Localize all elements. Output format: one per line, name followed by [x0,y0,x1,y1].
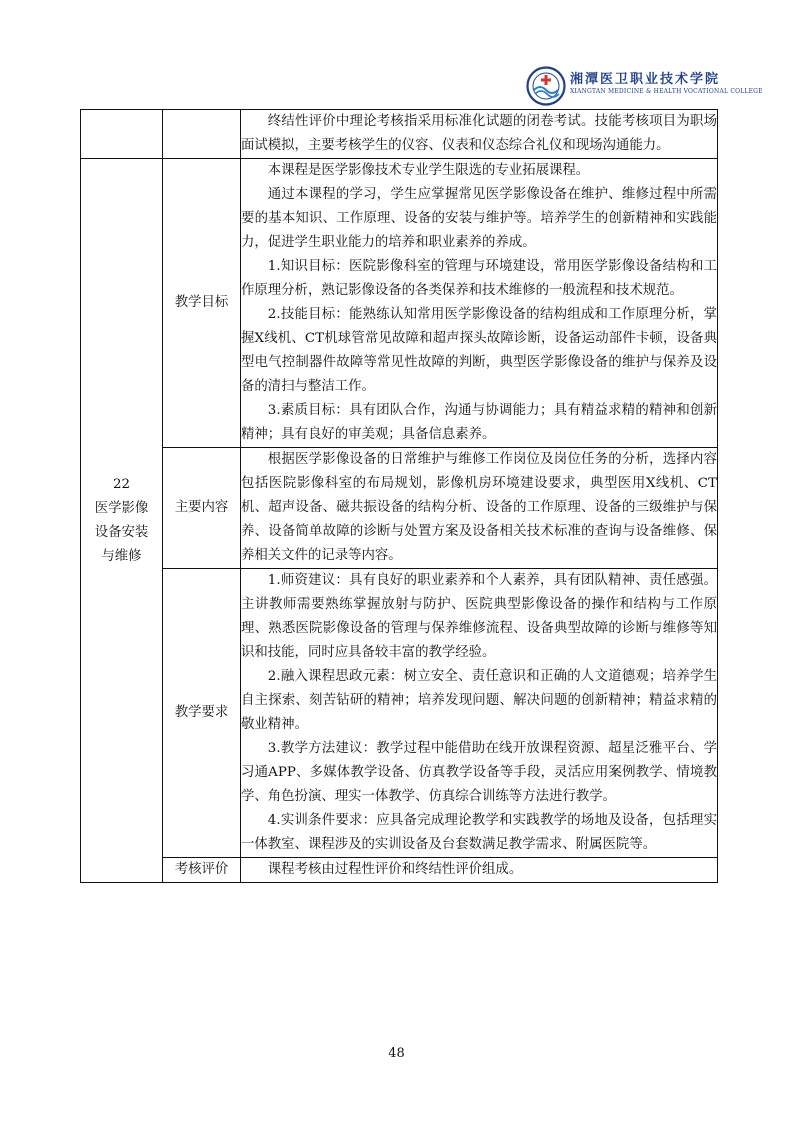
college-name-cn: 湘潭医卫职业技术学院 [570,72,721,87]
section-content-objectives [241,159,718,448]
course-number: 22 [112,476,131,492]
objectives-paragraph: 3.素质目标：具有团队合作，沟通与协调能力；具有精益求精的精神和创新精神；具有良好的审美观；具备信息素养。 [241,403,717,442]
college-emblem-icon [526,66,566,106]
requirements-paragraph: 4.实训条件要求：应具备完成理论教学和实践教学的场地及设备，包括理实一体教室、课程涉及的实训设备及台套数满足教学需求、附属医院等。 [241,813,717,852]
course-name-line: 与维修 [101,548,142,564]
section-content-assessment [241,858,718,883]
continuation-text: 终结性评价中理论考核指采用标准化试题的闭卷考试。技能考核项目为职场面试模拟，主要考核学生的仪容、仪表和仪态综合礼仪和现场沟通能力。 [241,114,717,153]
empty-label-cell [163,110,241,159]
section-content-requirements [241,569,718,858]
section-row-assessment [81,858,718,883]
requirements-paragraph: 1.师资建议：具有良好的职业素养和个人素养，具有团队精神、责任感强。主讲教师需要熟练掌握放射与防护、医院典型影像设备的操作和结构与工作原理、熟悉医院影像设备的管理与保养维修流程、设备典型故障的诊断与维修等知识和技能，同时应具备较丰富的教学经验。 [241,573,717,660]
content-paragraph: 根据医学影像设备的日常维护与维修工作岗位及岗位任务的分析，选择内容包括医院影像科室的布局规划，影像机房环境建设要求，典型医用X线机、CT机、超声设备、磁共振设备的结构分析、设备的工作原理、设备的三级维护与保养、设备简单故障的诊断与处置方案及设备相关技术标准的查询与设备维修、保养相关文件的记录等内容。 [241,452,717,563]
objectives-paragraph: 1.知识目标：医院影像科室的管理与环境建设，常用医学影像设备结构和工作原理分析，熟记影像设备的各类保养和技术维修的一般流程和技术规范。 [241,259,717,298]
section-label-content: 主要内容 [163,448,241,569]
assessment-paragraph: 课程考核由过程性评价和终结性评价组成。 [267,862,523,877]
course-table [80,109,718,883]
section-label-assessment: 考核评价 [163,858,241,883]
page-number: 48 [388,1046,405,1061]
requirements-paragraph: 2.融入课程思政元素：树立安全、责任意识和正确的人文道德观；培养学生自主探索、刻苦钻研的精神；培养发现问题、解决问题的创新精神；精益求精的敬业精神。 [241,669,717,732]
objectives-paragraph: 2.技能目标：能熟练认知常用医学影像设备的结构组成和工作原理分析，掌握X线机、CT机球管常见故障和超声探头故障诊断，设备运动部件卡顿，设备典型电气控制器件故障等常见性故障的判断，典型医学影像设备的维护与保养及设备的清扫与整洁工作。 [241,307,717,394]
section-row-objectives [81,159,718,448]
section-row-content [81,448,718,569]
requirements-paragraph: 3.教学方法建议：教学过程中能借助在线开放课程资源、超星泛雅平台、学习通APP、多媒体教学设备、仿真教学设备等手段，灵活应用案例教学、情境教学、角色扮演、理实一体教学、仿真综合训练等方法进行教学。 [241,741,717,804]
course-name-line: 设备安装 [94,524,149,540]
section-row-requirements [81,569,718,858]
continuation-content-cell [241,110,718,159]
college-logo [526,64,763,108]
section-label-objectives: 教学目标 [163,159,241,448]
empty-number-cell [81,110,163,159]
course-title-cell [81,159,163,883]
continuation-row [81,110,718,159]
objectives-paragraph: 本课程是医学影像技术专业学生限选的专业拓展课程。 [267,163,590,178]
section-label-requirements: 教学要求 [163,569,241,858]
objectives-paragraph: 通过本课程的学习，学生应掌握常见医学影像设备在维护、维修过程中所需要的基本知识、工作原理、设备的安装与维护等。培养学生的创新精神和实践能力，促进学生职业能力的培养和职业素养的养成。 [241,187,717,250]
section-content-content [241,448,718,569]
college-name-en: XIANGTAN MEDICINE & HEALTH VOCATIONAL COLLEGE [570,88,763,95]
course-name-line: 医学影像 [94,500,149,516]
